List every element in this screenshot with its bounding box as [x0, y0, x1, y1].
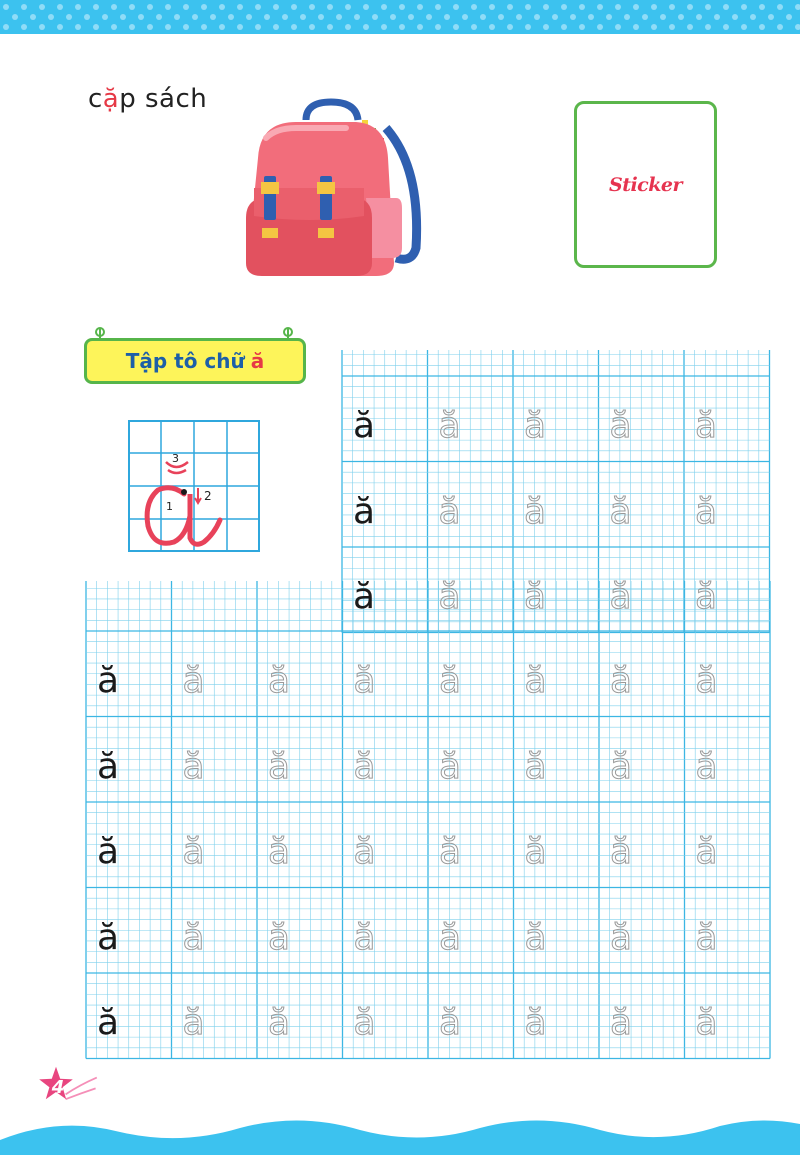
- trace-letter: ă: [524, 660, 547, 701]
- model-letter: ă: [352, 576, 376, 617]
- vocab-word-highlight: ặ: [102, 84, 120, 114]
- trace-letter: ă: [695, 831, 718, 872]
- trace-letter: ă: [267, 831, 291, 872]
- stroke-step-1: 1: [166, 500, 173, 513]
- exercise-title-letter: ă: [250, 349, 265, 373]
- trace-letter: ă: [438, 1002, 462, 1043]
- trace-letter: ă: [438, 831, 462, 872]
- trace-letter: ă: [609, 916, 633, 958]
- trace-letter: ă: [609, 660, 633, 701]
- trace-letter: ă: [523, 490, 547, 532]
- trace-letter: ă: [524, 1002, 547, 1043]
- trace-letter: ă: [438, 745, 462, 787]
- sticker-label: Sticker: [608, 173, 683, 196]
- model-letter: ă: [352, 405, 376, 446]
- trace-letter: ă: [353, 831, 376, 872]
- trace-letter: ă: [438, 916, 462, 958]
- trace-letter: ă: [524, 831, 547, 872]
- trace-letter: ă: [694, 490, 718, 532]
- trace-letter: ă: [695, 745, 718, 787]
- model-letter: ă: [96, 916, 120, 958]
- stroke-step-3: 3: [172, 452, 179, 465]
- trace-letter: ă: [182, 1002, 205, 1043]
- trace-letter: ă: [695, 1002, 718, 1043]
- model-letter: ă: [96, 831, 120, 872]
- trace-letter: ă: [438, 490, 461, 532]
- trace-letter: ă: [609, 576, 632, 617]
- trace-letter: ă: [609, 405, 632, 446]
- trace-letter: ă: [438, 576, 461, 617]
- trace-letter: ă: [267, 916, 291, 958]
- trace-letter: ă: [609, 1002, 633, 1043]
- trace-letter: ă: [524, 916, 547, 958]
- trace-letter: ă: [523, 405, 547, 446]
- trace-letter: ă: [353, 916, 376, 958]
- trace-letter: ă: [695, 916, 718, 958]
- trace-letter: ă: [182, 831, 205, 872]
- trace-letter: ă: [438, 660, 462, 701]
- model-letter: ă: [352, 490, 376, 532]
- bottom-decorative-band: [0, 1110, 800, 1155]
- model-letter: ă: [96, 745, 120, 787]
- trace-letter: ă: [609, 831, 633, 872]
- model-letter: ă: [96, 1002, 120, 1043]
- trace-letter: ă: [694, 405, 718, 446]
- trace-letter: ă: [182, 916, 205, 958]
- trace-letter: ă: [523, 576, 547, 617]
- trace-letter: ă: [695, 660, 718, 701]
- trace-letter: ă: [267, 1002, 291, 1043]
- trace-letter: ă: [438, 405, 461, 446]
- vocab-word-prefix: c: [88, 84, 103, 114]
- trace-letter: ă: [267, 660, 291, 701]
- vocab-word-suffix: p sách: [119, 84, 208, 114]
- trace-letter: ă: [353, 1002, 376, 1043]
- trace-letter: ă: [267, 745, 291, 787]
- page-number: 4: [51, 1077, 65, 1098]
- trace-letter: ă: [182, 745, 205, 787]
- trace-letter: ă: [609, 745, 633, 787]
- trace-letter: ă: [353, 660, 376, 701]
- trace-letter: ă: [609, 490, 632, 532]
- exercise-title-prefix: Tập tô chữ: [125, 349, 245, 373]
- model-letter: ă: [96, 660, 120, 701]
- trace-letter: ă: [353, 745, 376, 787]
- stroke-step-2: 2: [204, 489, 212, 503]
- trace-letter: ă: [182, 660, 205, 701]
- trace-letter: ă: [694, 576, 718, 617]
- trace-letter: ă: [524, 745, 547, 787]
